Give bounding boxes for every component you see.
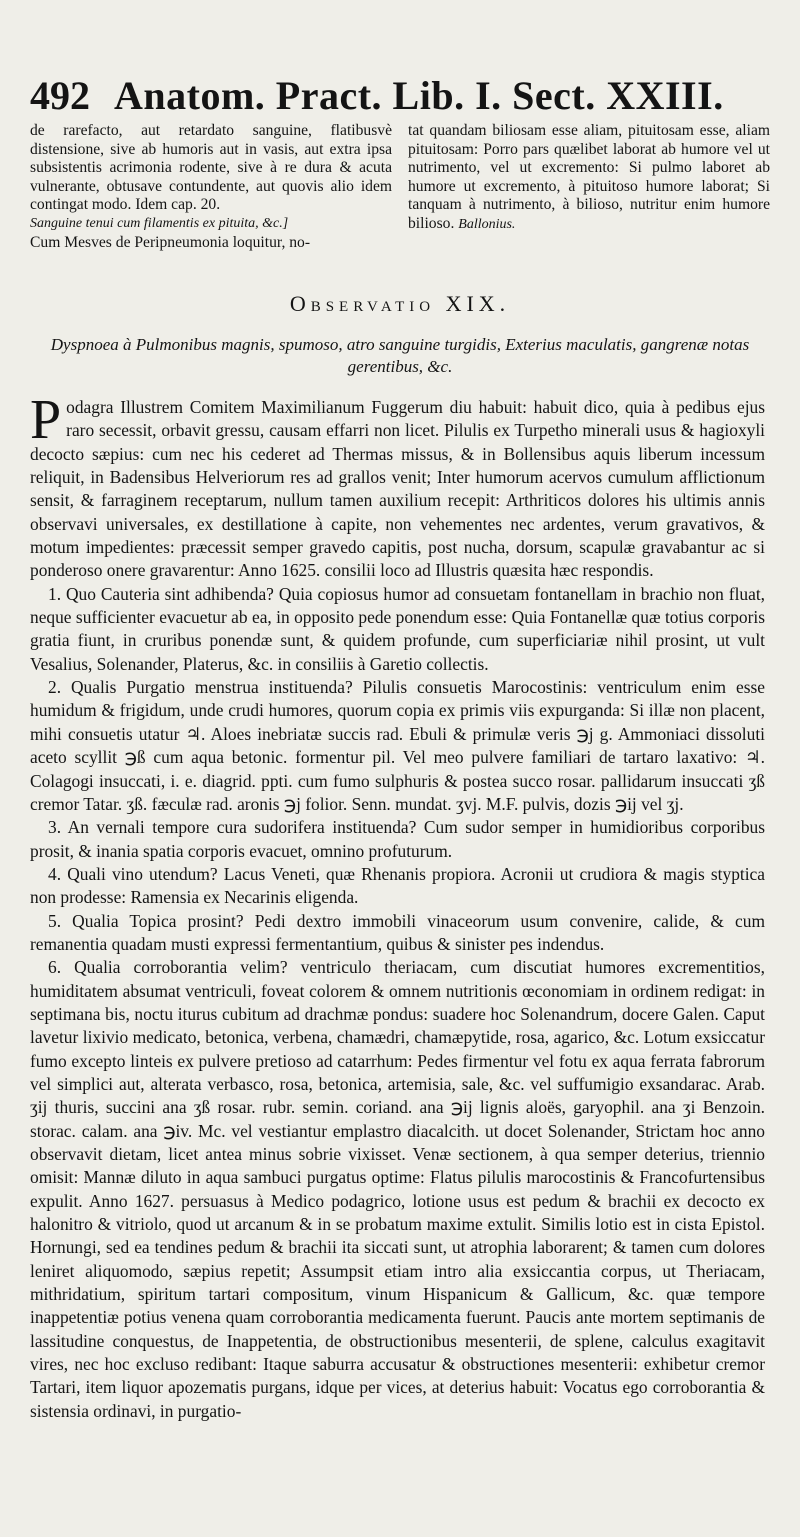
right-column-text: tat quandam biliosam esse aliam, pituitosam esse, aliam pituitosam: Porro pars quælibet laborat ab humore vel ut nutrimento, vel ut excremento: Si pulmo laboret ab humore ut excremento, à pituitoso humore laborat; Si tanquam à nutrimento, à bilioso, nutritur enim humore bilioso.: [408, 122, 770, 232]
paragraph-4: 4. Quali vino utendum? Lacus Veneti, quæ Rhenanis propiora. Acronii ut crudiora & magis styptica non prodesse: Ramensia ex Necarinis eligenda.: [30, 863, 765, 908]
left-column-tail: Cum Mesves de Peripneumonia loquitur, no-: [30, 233, 311, 251]
two-column-section: [30, 122, 770, 252]
citation-lemma: Sanguine tenui cum filamentis ex pituita, &c.]: [30, 215, 289, 231]
left-column: [30, 122, 392, 252]
drop-cap: P: [30, 389, 62, 451]
paragraph-5: 5. Qualia Topica prosint? Pedi dextro immobili vinaceorum usum convenire, calide, & cum remanentia quadam musti expressi fermentantium, quibus & sinister pes indendus.: [30, 910, 765, 954]
paragraph-2: 2. Qualis Purgatio menstrua instituenda? Pilulis consuetis Marocostinis: ventriculum enim esse humidum & frigidum, unde crudi humores, quorum copia ex primis viis expurganda: Si illæ non placent, mihi consuetis utatur ♃. Aloes inebriatæ succis rad. Ebuli & primulæ veris ℈j g. Ammoniaci dissoluti aceto scyllit ℈ß cum aqua betonic. formentur pil. Vel meo pulvere familiari de tartaro laxativo: ♃. Colagogi insuccati, i. e. diagrid. ppti. cum fumo sulphuris & postea succo rosar. pallidarum insuccati ʒß cremor Tatar. ʒß. fæculæ rad. aronis ℈j folior. Senn. mundat. ʒvj. M.F. pulvis, dozis ℈ij vel ʒj.: [30, 677, 765, 814]
paragraph-intro-text: odagra Illustrem Comitem Maximilianum Fuggerum diu habuit: habuit dico, quia à pedibus ejus raro secessit, orbavit gressu, causam effarri non licet. Pilulis ex Turpetho minerali usus & hagioxyli decocto sæpius: cum nec his cederet ad Thermas missus, & in Bollensibus aquis liberum incessum reliquit, in Badensibus Helveriorum res ad grallos venit; Inter humorum acervos cumulum afflictionum sensit, & farraginem receptarum, nullum tamen auxilium recepit: Arthriticos dolores his ultimis annis observavi universales, ex destillatione à capite, non vehementes nec ardentes, verum gravativos, & motum impedientes: præcessit semper gravedo capitis, post nucha, dorsum, scapulæ gravabantur ac si ponderoso onere gravarentur: Anno 1625. consilii loco ad Illustris quæsita hæc respondis.: [30, 397, 765, 581]
paragraph-1: 1. Quo Cauteria sint adhibenda? Quia copiosus humor ad consuetam fontanellam in brachio non fluat, neque sufficienter evacuetur ab ea, in opposito pede ponendum esse: Quia Fontanellæ quæ totius corporis gratia fiunt, in cruribus ponendæ sunt, & quidem profunde, cum superficiariæ nihil prosint, ut vult Vesalius, Solenander, Platerus, &c. in consiliis à Garetio collectis.: [30, 583, 765, 674]
observation-title: Observatio XIX.: [289, 291, 511, 316]
right-column: [408, 122, 770, 252]
left-column-text: de rarefacto, aut retardato sanguine, flatibusvè distensione, sive ab humoris aut in vasis, aut extra ipsa subsistentis acrimonia rodente, sive à re dura & acuta vulnerante, obtusave contundente, aut quovis alio idem contingat modo. Idem cap. 20.: [30, 122, 392, 214]
observation-body: [30, 389, 765, 1423]
page-header: [30, 72, 790, 119]
running-head: Anatom. Pract. Lib. I. Sect. XXIII.: [114, 73, 724, 118]
paragraph-6: 6. Qualia corroborantia velim? ventriculo theriacam, cum discutiat humores excrementitios, humiditatem absumat ventriculi, foveat colorem & omnem nutritionis œconomiam in ordinem redigat: in septimana bis, noctu iturus cubitum ad drachmæ pondus: suadere hoc Solenandrum, docere Galen. Caput lavetur lixivio medicato, betonica, verbena, chamædri, chamæpytide, rosa, agarico, &c. Lotum exsiccatur fumo excepto linteis ex pulvere pretioso ad catarrhum: Pedes firmentur vel fotu ex aqua ferrata fabrorum vel simplici aut, alterata verbasco, rosa, betonica, artemisia, sale, &c. vel suffumigio exsandarac. Arab. ʒij thuris, succini ana ʒß rosar. rubr. semin. coriand. ana ℈ij lignis aloës, garyophil. ana ʒi Benzoin. storac. calam. ana ℈iv. Mc. vel vestiantur emplastro diacalcith. ut docet Solenander, Strictam hoc anno observavit dietam, licet antea minus sobrie vixisset. Venæ sectionem, à qua semper deterius, triennio omisit: Mannæ diluto in aqua sambuci purgatus optime: Flatus pilulis marocostinis & Francofurtensibus expulit. Anno 1627. persuasus à Medico podagrico, lotione usus est pedum & brachii ex decocto ex halonitro & vitriolo, quod ut arcanum & in se probatum maxime extulit. Similis lotio est in cista Epistol. Hornungi, sed ea tendines pedum & brachii ita siccati sunt, ut atrophia laborarent; & tamen cum dolores leniret aliquomodo, sæpius repetit; Assumpsit etiam intro alia exsiccantia corpus, ut Theriacam, mithridatium, spiritum tartari compositum, vinum Hispanicum & Gallicum, &c. quæ tempore inappetentiæ potius venena quam corroborantia medicamenta fuerunt. Paucis ante mortem septimanis de lassitudine conquestus, de Inappetentia, de obstructionibus mesenterii, de splene, calculus exagitavit vires, nec hoc excluso redibant: Itaque saburra accusatur & obstructiones mesenterii: exhibetur cremor Tartari, item liquor apozematis purgans, idque per vices, at deterius habuit: Vocatus ego corroborantia & sistensia ordinavi, in purgatio-: [30, 957, 765, 1421]
author-citation: Ballonius.: [458, 216, 516, 232]
observation-subtitle: Dyspnoea à Pulmonibus magnis, spumoso, atro sanguine turgidis, Exterius maculatis, gangrenæ notas gerentibus, &c.: [50, 335, 750, 376]
paragraph-3: 3. An vernali tempore cura sudorifera instituenda? Cum sudor semper in humidioribus corporibus prosit, & inania spatia corporis evacuet, omnino profuturum.: [30, 817, 765, 861]
paragraph-intro: [30, 389, 765, 583]
page-number: 492: [30, 73, 90, 118]
